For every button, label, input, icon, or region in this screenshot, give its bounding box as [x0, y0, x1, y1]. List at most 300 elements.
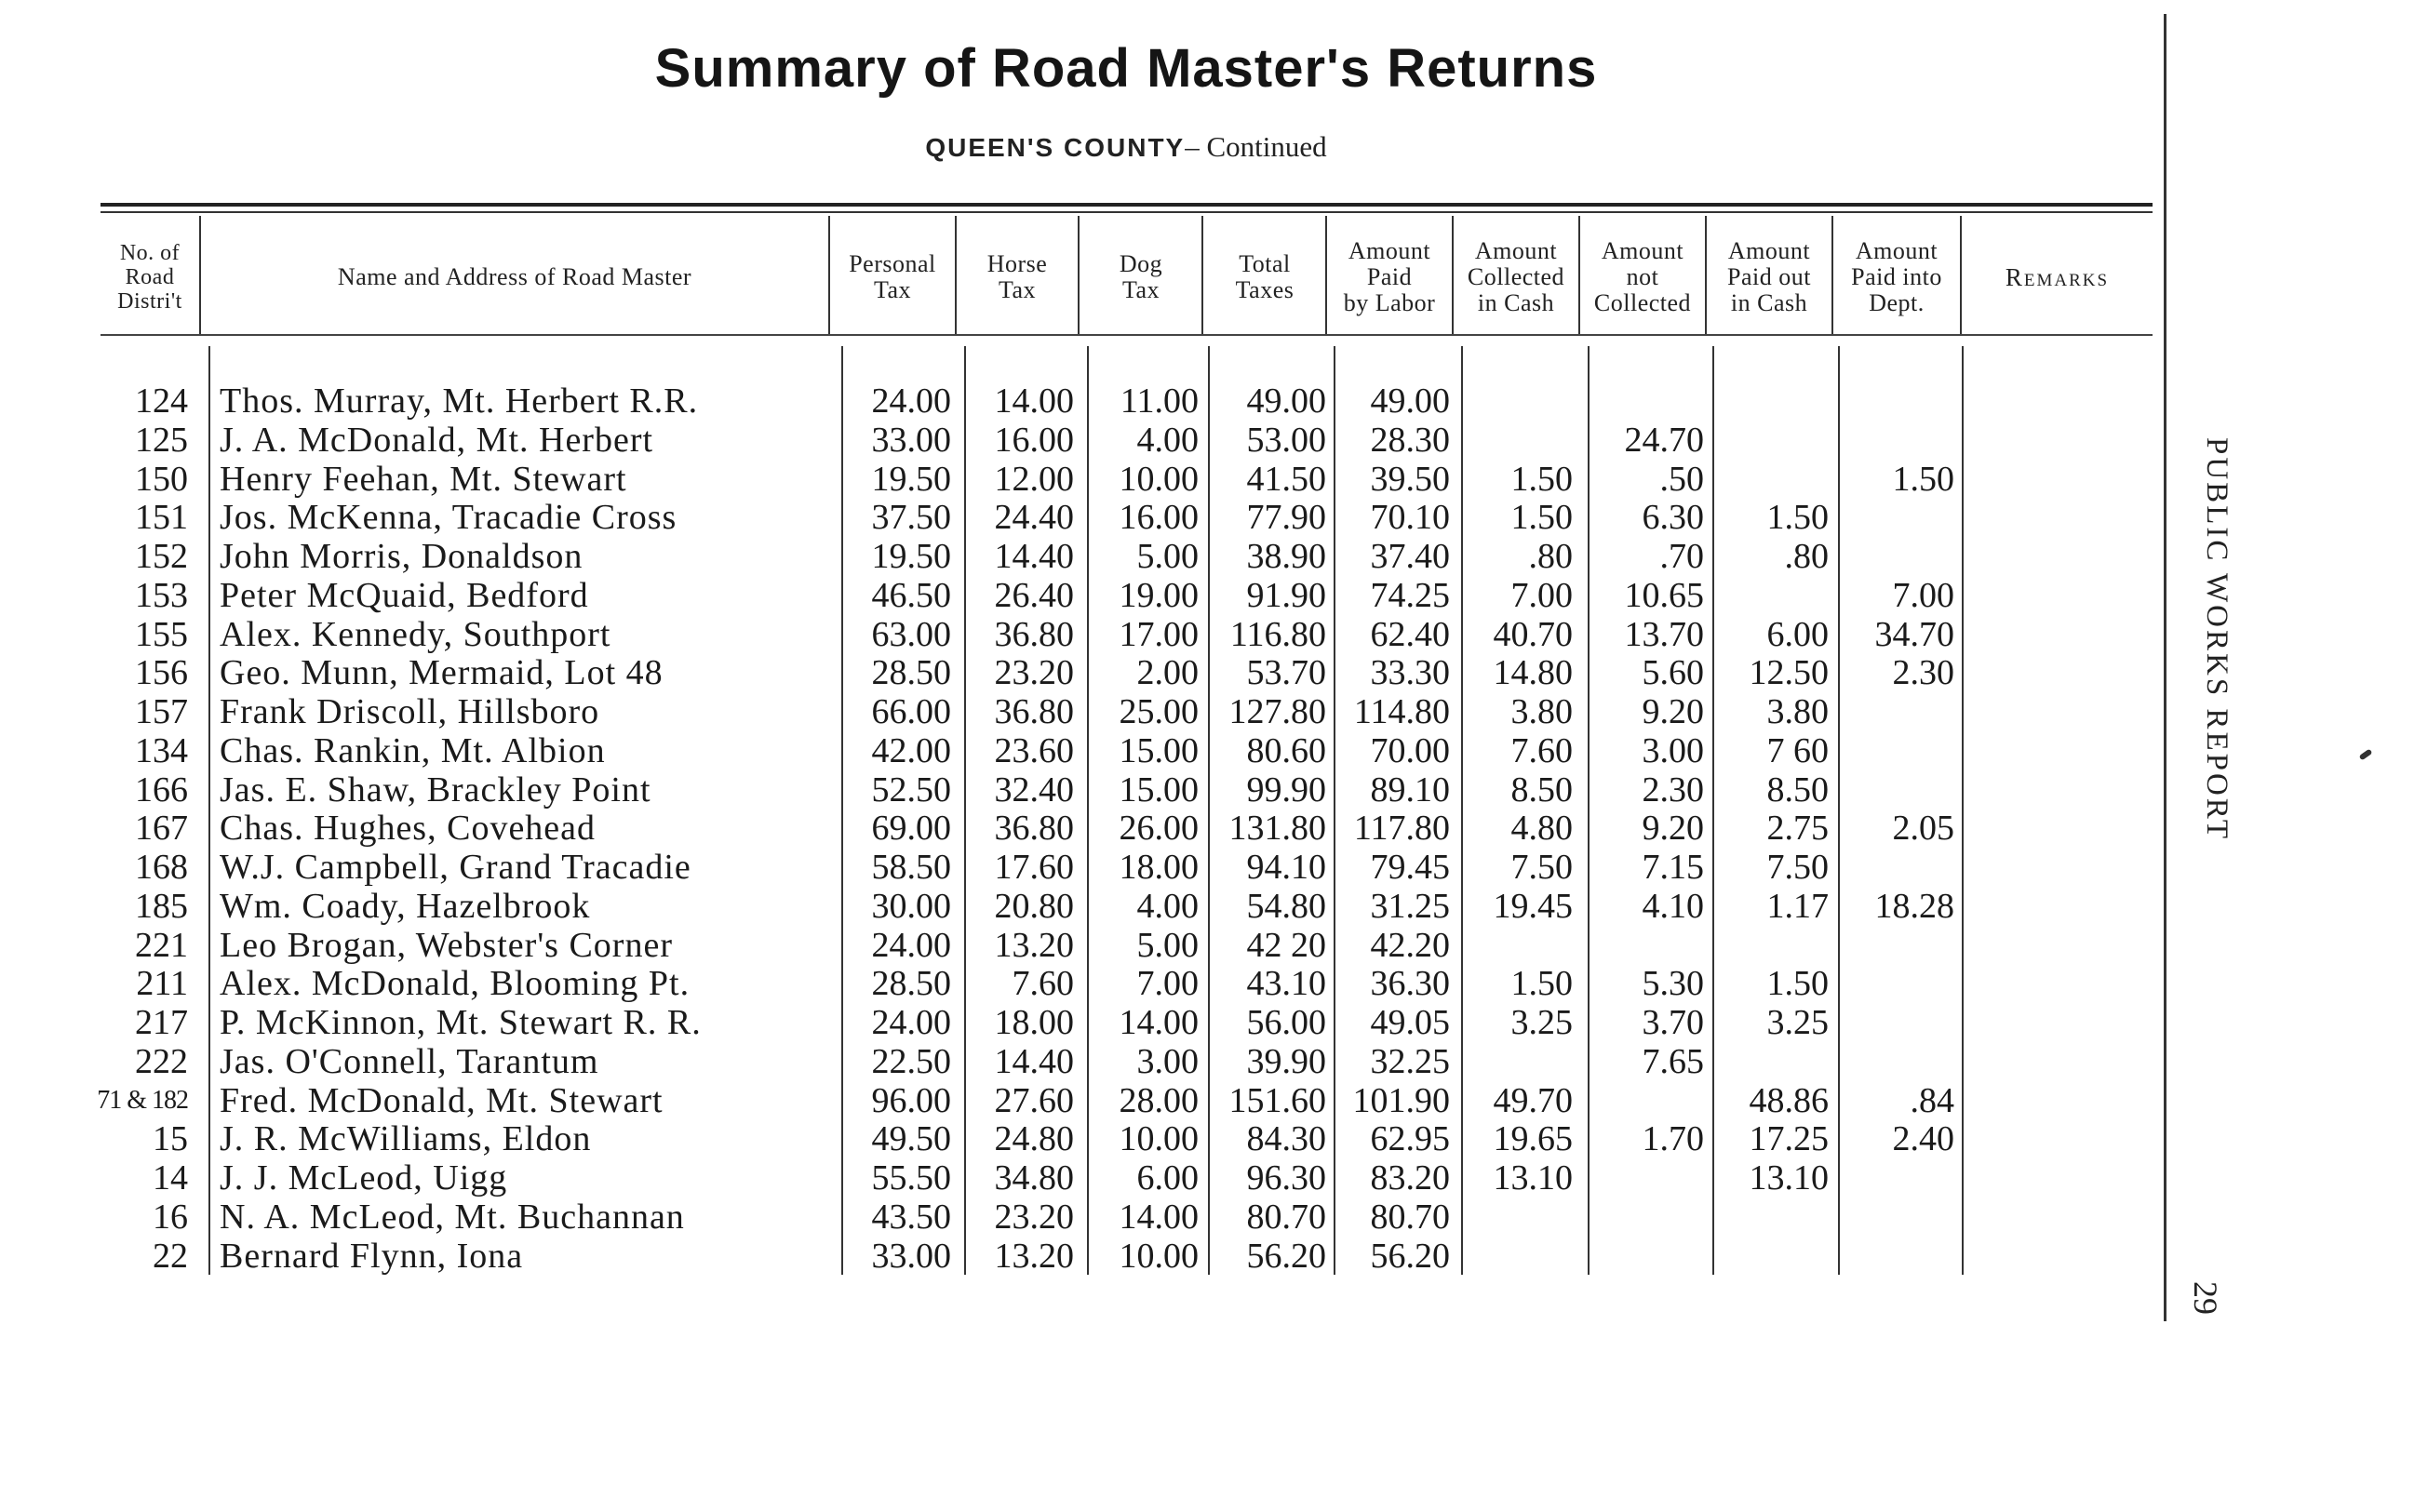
row-dog-tax: 5.00 [1136, 925, 1199, 965]
row-horse-tax: 12.00 [994, 459, 1074, 499]
row-total-taxes: 43.10 [1246, 964, 1326, 1004]
row-district-no: 157 [135, 692, 188, 731]
header-total-taxes: Total Taxes [1235, 249, 1294, 303]
row-personal-tax: 69.00 [871, 809, 951, 849]
row-paid-out-cash: 7.50 [1766, 848, 1829, 887]
row-not-collected: 6.30 [1642, 498, 1704, 538]
row-collected-cash: 1.50 [1510, 964, 1573, 1004]
row-total-taxes: 54.80 [1246, 886, 1326, 926]
row-not-collected: 13.70 [1624, 614, 1704, 654]
row-collected-cash: 49.70 [1493, 1080, 1573, 1120]
row-district-no: 125 [135, 420, 188, 460]
row-paid-out-cash [1712, 1042, 1829, 1081]
row-total-taxes: 116.80 [1229, 614, 1326, 654]
row-name-address: Alex. McDonald, Blooming Pt. [220, 964, 691, 1004]
row-not-collected: 1.70 [1642, 1119, 1704, 1159]
row-paid-by-labor: 32.25 [1370, 1041, 1450, 1081]
row-not-collected: .50 [1659, 459, 1704, 499]
row-total-taxes: 84.30 [1246, 1119, 1326, 1159]
row-horse-tax: 17.60 [994, 848, 1074, 887]
row-personal-tax: 28.50 [871, 653, 951, 693]
row-horse-tax: 24.80 [994, 1119, 1074, 1159]
row-district-no: 156 [135, 653, 188, 693]
row-paid-out-cash: 12.50 [1749, 653, 1829, 693]
row-horse-tax: 23.20 [994, 1197, 1074, 1237]
row-total-taxes: 99.90 [1246, 769, 1326, 810]
row-personal-tax: 58.50 [871, 848, 951, 887]
table-row [0, 809, 2140, 848]
row-name-address: John Morris, Donaldson [220, 537, 584, 576]
row-horse-tax: 20.80 [994, 886, 1074, 926]
row-district-no: 15 [153, 1119, 188, 1159]
row-name-address: Thos. Murray, Mt. Herbert R.R. [220, 381, 699, 421]
row-dog-tax: 10.00 [1119, 1236, 1199, 1276]
row-paid-by-labor: 62.40 [1370, 614, 1450, 654]
table-row [0, 1003, 2140, 1042]
row-paid-into-dept: 2.05 [1892, 809, 1954, 849]
row-total-taxes: 41.50 [1246, 459, 1326, 499]
row-district-no: 71 & 182 [97, 1085, 188, 1115]
row-paid-out-cash [1712, 381, 1829, 421]
row-district-no: 152 [135, 537, 188, 576]
row-paid-out-cash [1712, 1237, 1829, 1276]
row-dog-tax: 26.00 [1119, 809, 1199, 849]
row-horse-tax: 36.80 [994, 692, 1074, 731]
row-dog-tax: 15.00 [1119, 730, 1199, 770]
row-district-no: 155 [135, 614, 188, 654]
row-horse-tax: 16.00 [994, 420, 1074, 460]
table-row [0, 1158, 2140, 1198]
row-paid-by-labor: 89.10 [1370, 769, 1450, 810]
row-name-address: Jas. O'Connell, Tarantum [220, 1041, 599, 1081]
row-name-address: Chas. Rankin, Mt. Albion [220, 730, 606, 770]
row-collected-cash: 40.70 [1493, 614, 1573, 654]
row-horse-tax: 26.40 [994, 575, 1074, 615]
row-district-no: 222 [135, 1041, 188, 1081]
row-not-collected: 3.00 [1642, 730, 1704, 770]
row-name-address: J. A. McDonald, Mt. Herbert [220, 420, 654, 460]
row-collected-cash: 4.80 [1510, 809, 1573, 849]
row-district-no: 124 [135, 381, 188, 421]
row-personal-tax: 66.00 [871, 692, 951, 731]
row-paid-by-labor: 37.40 [1370, 537, 1450, 576]
row-not-collected: 5.60 [1642, 653, 1704, 693]
table-row [0, 1119, 2140, 1158]
row-horse-tax: 18.00 [994, 1003, 1074, 1042]
row-horse-tax: 14.40 [994, 537, 1074, 576]
row-district-no: 153 [135, 575, 188, 615]
row-paid-by-labor: 74.25 [1370, 575, 1450, 615]
row-collected-cash: 1.50 [1510, 459, 1573, 499]
row-dog-tax: 15.00 [1119, 769, 1199, 810]
row-collected-cash: 8.50 [1510, 769, 1573, 810]
row-district-no: 22 [153, 1236, 188, 1276]
row-total-taxes: 49.00 [1246, 381, 1326, 421]
row-district-no: 16 [153, 1197, 188, 1237]
row-paid-into-dept [1838, 1003, 1954, 1042]
row-paid-by-labor: 36.30 [1370, 964, 1450, 1004]
row-paid-into-dept: 7.00 [1892, 575, 1954, 615]
table-row [0, 1081, 2140, 1120]
row-horse-tax: 36.80 [994, 809, 1074, 849]
row-name-address: Jos. McKenna, Tracadie Cross [220, 498, 677, 538]
table-row [0, 421, 2140, 460]
table-row [0, 1198, 2140, 1237]
row-not-collected [1588, 381, 1704, 421]
row-district-no: 211 [136, 964, 188, 1004]
header-paid-into-dept: Amount Paid into Dept. [1851, 236, 1942, 316]
row-name-address: Henry Feehan, Mt. Stewart [220, 459, 627, 499]
row-paid-by-labor: 49.00 [1370, 381, 1450, 421]
row-personal-tax: 28.50 [871, 964, 951, 1004]
row-paid-out-cash [1712, 1198, 1829, 1237]
row-collected-cash: 19.65 [1493, 1119, 1573, 1159]
row-not-collected: 5.30 [1642, 964, 1704, 1004]
row-name-address: Fred. McDonald, Mt. Stewart [220, 1080, 664, 1120]
header-personal-tax: Personal Tax [849, 249, 936, 303]
row-personal-tax: 46.50 [871, 575, 951, 615]
row-dog-tax: 4.00 [1136, 420, 1199, 460]
row-paid-out-cash [1712, 421, 1829, 460]
row-paid-out-cash [1712, 460, 1829, 499]
row-not-collected [1588, 926, 1704, 965]
row-not-collected: 10.65 [1624, 575, 1704, 615]
row-paid-into-dept [1838, 1042, 1954, 1081]
row-total-taxes: 127.80 [1228, 692, 1326, 731]
row-district-no: 14 [153, 1158, 188, 1198]
row-horse-tax: 7.60 [1012, 964, 1074, 1004]
row-not-collected: 7.65 [1642, 1041, 1704, 1081]
table-row [0, 964, 2140, 1003]
header-collected-cash: Amount Collected in Cash [1467, 236, 1565, 316]
header-paid-out-cash: Amount Paid out in Cash [1727, 236, 1811, 316]
row-paid-out-cash [1712, 576, 1829, 615]
row-name-address: Alex. Kennedy, Southport [220, 614, 611, 654]
row-total-taxes: 91.90 [1246, 575, 1326, 615]
row-district-no: 168 [135, 848, 188, 887]
row-name-address: Wm. Coady, Hazelbrook [220, 886, 591, 926]
row-not-collected [1588, 1198, 1704, 1237]
row-paid-out-cash: 1.50 [1766, 964, 1829, 1004]
row-personal-tax: 22.50 [871, 1041, 951, 1081]
row-name-address: Bernard Flynn, Iona [220, 1236, 524, 1276]
row-paid-by-labor: 114.80 [1353, 692, 1450, 731]
row-total-taxes: 38.90 [1246, 537, 1326, 576]
row-not-collected: 9.20 [1642, 692, 1704, 731]
row-paid-out-cash: 13.10 [1749, 1158, 1829, 1198]
row-name-address: Leo Brogan, Webster's Corner [220, 925, 673, 965]
header-divider [1705, 216, 1707, 334]
row-total-taxes: 131.80 [1228, 809, 1326, 849]
row-collected-cash: 14.80 [1493, 653, 1573, 693]
row-district-no: 134 [135, 730, 188, 770]
row-paid-by-labor: 70.00 [1370, 730, 1450, 770]
row-personal-tax: 30.00 [871, 886, 951, 926]
row-horse-tax: 13.20 [994, 1236, 1074, 1276]
margin-rule [2164, 14, 2166, 1321]
table-row [0, 692, 2140, 731]
row-total-taxes: 53.00 [1246, 420, 1326, 460]
row-personal-tax: 24.00 [871, 1003, 951, 1042]
row-paid-by-labor: 101.90 [1352, 1080, 1450, 1120]
header-divider [199, 216, 201, 334]
header-paid-by-labor: Amount Paid by Labor [1343, 236, 1436, 316]
row-total-taxes: 56.20 [1246, 1236, 1326, 1276]
table-row [0, 537, 2140, 576]
row-paid-into-dept [1838, 848, 1954, 887]
table-row [0, 1237, 2140, 1276]
header-divider [1325, 216, 1327, 334]
row-personal-tax: 63.00 [871, 614, 951, 654]
row-collected-cash [1456, 421, 1573, 460]
row-dog-tax: 11.00 [1120, 381, 1199, 421]
table-row [0, 731, 2140, 770]
table-row [0, 848, 2140, 887]
header-horse-tax: Horse Tax [986, 249, 1048, 303]
row-name-address: Geo. Munn, Mermaid, Lot 48 [220, 653, 664, 693]
header-divider [1452, 216, 1454, 334]
row-paid-by-labor: 79.45 [1370, 848, 1450, 887]
row-collected-cash: 3.80 [1510, 692, 1573, 731]
row-personal-tax: 37.50 [871, 498, 951, 538]
row-paid-by-labor: 42.20 [1370, 925, 1450, 965]
row-collected-cash: .80 [1528, 537, 1573, 576]
row-total-taxes: 56.00 [1246, 1003, 1326, 1042]
row-paid-out-cash: 1.17 [1766, 886, 1829, 926]
page-number: 29 [2187, 1281, 2224, 1315]
row-horse-tax: 23.60 [994, 730, 1074, 770]
row-personal-tax: 24.00 [871, 381, 951, 421]
row-district-no: 217 [135, 1003, 188, 1042]
row-collected-cash: 7.50 [1510, 848, 1573, 887]
row-personal-tax: 49.50 [871, 1119, 951, 1159]
row-dog-tax: 10.00 [1119, 459, 1199, 499]
row-paid-into-dept [1838, 964, 1954, 1003]
row-horse-tax: 23.20 [994, 653, 1074, 693]
ink-mark [2359, 749, 2373, 761]
row-paid-out-cash: 3.25 [1766, 1003, 1829, 1042]
table-row [0, 653, 2140, 692]
row-total-taxes: 42 20 [1246, 925, 1326, 965]
row-name-address: J. J. McLeod, Uigg [220, 1158, 508, 1198]
row-name-address: Frank Driscoll, Hillsboro [220, 692, 600, 731]
row-dog-tax: 14.00 [1119, 1003, 1199, 1042]
row-personal-tax: 19.50 [871, 459, 951, 499]
row-dog-tax: 4.00 [1136, 886, 1199, 926]
row-collected-cash: 19.45 [1493, 886, 1573, 926]
row-dog-tax: 18.00 [1119, 848, 1199, 887]
row-paid-out-cash: .80 [1784, 537, 1829, 576]
row-paid-out-cash: 3.80 [1766, 692, 1829, 731]
row-collected-cash: 7.00 [1510, 575, 1573, 615]
row-collected-cash: 7.60 [1510, 730, 1573, 770]
row-horse-tax: 14.00 [994, 381, 1074, 421]
row-collected-cash: 3.25 [1510, 1003, 1573, 1042]
row-paid-into-dept [1838, 731, 1954, 770]
row-total-taxes: 53.70 [1246, 653, 1326, 693]
row-horse-tax: 32.40 [994, 769, 1074, 810]
running-head: PUBLIC WORKS REPORT [2200, 437, 2233, 841]
row-district-no: 151 [135, 498, 188, 538]
row-dog-tax: 28.00 [1119, 1080, 1199, 1120]
row-paid-into-dept [1838, 692, 1954, 731]
row-total-taxes: 39.90 [1246, 1041, 1326, 1081]
page-title: Summary of Road Master's Returns [654, 38, 1598, 99]
row-not-collected: .70 [1659, 537, 1704, 576]
table-row [0, 615, 2140, 654]
table-row [0, 498, 2140, 537]
row-not-collected [1588, 1081, 1704, 1120]
row-paid-into-dept: 1.50 [1892, 459, 1954, 499]
page-subtitle [0, 130, 2252, 164]
row-dog-tax: 19.00 [1119, 575, 1199, 615]
header-dog-tax: Dog Tax [1119, 249, 1163, 303]
row-paid-by-labor: 62.95 [1370, 1119, 1450, 1159]
row-district-no: 166 [135, 769, 188, 810]
row-paid-out-cash: 8.50 [1766, 769, 1829, 810]
row-paid-out-cash: 7 60 [1766, 730, 1829, 770]
row-not-collected [1588, 1237, 1704, 1276]
row-not-collected: 4.10 [1642, 886, 1704, 926]
row-name-address: W.J. Campbell, Grand Tracadie [220, 848, 691, 887]
table-row [0, 1042, 2140, 1081]
row-not-collected: 3.70 [1642, 1003, 1704, 1042]
table-row [0, 887, 2140, 926]
header-divider [1831, 216, 1833, 334]
row-not-collected [1588, 1158, 1704, 1198]
row-not-collected: 7.15 [1642, 848, 1704, 887]
header-divider [1578, 216, 1580, 334]
row-district-no: 150 [135, 459, 188, 499]
row-paid-into-dept [1838, 498, 1954, 537]
row-district-no: 221 [135, 925, 188, 965]
row-horse-tax: 27.60 [994, 1080, 1074, 1120]
row-personal-tax: 52.50 [871, 769, 951, 810]
row-paid-out-cash [1712, 926, 1829, 965]
row-collected-cash [1456, 1198, 1573, 1237]
row-collected-cash: 13.10 [1493, 1158, 1573, 1198]
row-horse-tax: 13.20 [994, 925, 1074, 965]
row-total-taxes: 151.60 [1228, 1080, 1326, 1120]
row-paid-out-cash: 6.00 [1766, 614, 1829, 654]
row-paid-out-cash: 1.50 [1766, 498, 1829, 538]
row-personal-tax: 42.00 [871, 730, 951, 770]
header-divider [955, 216, 957, 334]
row-total-taxes: 77.90 [1246, 498, 1326, 538]
row-paid-into-dept: 18.28 [1874, 886, 1954, 926]
row-horse-tax: 14.40 [994, 1041, 1074, 1081]
row-paid-into-dept: 2.30 [1892, 653, 1954, 693]
header-divider [1078, 216, 1080, 334]
row-personal-tax: 33.00 [871, 1236, 951, 1276]
table-row [0, 381, 2140, 421]
row-name-address: Jas. E. Shaw, Brackley Point [220, 769, 651, 810]
row-collected-cash [1456, 1042, 1573, 1081]
header-name-address: Name and Address of Road Master [337, 262, 692, 290]
row-not-collected: 9.20 [1642, 809, 1704, 849]
row-collected-cash [1456, 1237, 1573, 1276]
row-dog-tax: 2.00 [1136, 653, 1199, 693]
row-paid-by-labor: 80.70 [1370, 1197, 1450, 1237]
row-dog-tax: 3.00 [1136, 1041, 1199, 1081]
row-personal-tax: 96.00 [871, 1080, 951, 1120]
row-dog-tax: 7.00 [1136, 964, 1199, 1004]
row-paid-out-cash: 48.86 [1749, 1080, 1829, 1120]
row-name-address: J. R. McWilliams, Eldon [220, 1119, 592, 1159]
row-collected-cash: 1.50 [1510, 498, 1573, 538]
row-name-address: N. A. McLeod, Mt. Buchannan [220, 1197, 685, 1237]
row-personal-tax: 24.00 [871, 925, 951, 965]
row-paid-out-cash: 17.25 [1749, 1119, 1829, 1159]
row-dog-tax: 6.00 [1136, 1158, 1199, 1198]
row-total-taxes: 94.10 [1246, 848, 1326, 887]
row-dog-tax: 16.00 [1119, 498, 1199, 538]
row-personal-tax: 43.50 [871, 1197, 951, 1237]
row-collected-cash [1456, 926, 1573, 965]
county-name: QUEEN'S COUNTY [925, 133, 1186, 162]
row-paid-into-dept: 34.70 [1874, 614, 1954, 654]
table-row [0, 926, 2140, 965]
table-row [0, 576, 2140, 615]
row-dog-tax: 10.00 [1119, 1119, 1199, 1159]
row-personal-tax: 55.50 [871, 1158, 951, 1198]
row-paid-into-dept [1838, 421, 1954, 460]
row-dog-tax: 5.00 [1136, 537, 1199, 576]
row-horse-tax: 36.80 [994, 614, 1074, 654]
row-dog-tax: 14.00 [1119, 1197, 1199, 1237]
row-dog-tax: 25.00 [1119, 692, 1199, 731]
row-paid-into-dept: .84 [1910, 1080, 1954, 1120]
row-district-no: 167 [135, 809, 188, 849]
header-remarks: Remarks [2005, 262, 2110, 291]
header-divider [1960, 216, 1962, 334]
row-personal-tax: 33.00 [871, 420, 951, 460]
row-name-address: Chas. Hughes, Covehead [220, 809, 597, 849]
row-paid-by-labor: 31.25 [1370, 886, 1450, 926]
row-paid-by-labor: 28.30 [1370, 420, 1450, 460]
header-divider [1201, 216, 1203, 334]
row-paid-by-labor: 39.50 [1370, 459, 1450, 499]
row-paid-into-dept [1838, 1198, 1954, 1237]
header-divider [828, 216, 830, 334]
row-paid-by-labor: 83.20 [1370, 1158, 1450, 1198]
row-personal-tax: 19.50 [871, 537, 951, 576]
row-paid-into-dept [1838, 381, 1954, 421]
row-paid-by-labor: 117.80 [1353, 809, 1450, 849]
row-paid-into-dept [1838, 537, 1954, 576]
row-paid-into-dept [1838, 770, 1954, 810]
row-paid-by-labor: 70.10 [1370, 498, 1450, 538]
row-total-taxes: 96.30 [1246, 1158, 1326, 1198]
header-district-no: No. of Road Distri't [117, 240, 182, 314]
continued-label: – Continued [1185, 130, 1327, 163]
table-row [0, 770, 2140, 810]
header-not-collected: Amount not Collected [1593, 236, 1692, 316]
row-paid-into-dept [1838, 1237, 1954, 1276]
row-horse-tax: 24.40 [994, 498, 1074, 538]
row-dog-tax: 17.00 [1119, 614, 1199, 654]
row-paid-into-dept [1838, 926, 1954, 965]
row-paid-by-labor: 56.20 [1370, 1236, 1450, 1276]
row-paid-out-cash: 2.75 [1766, 809, 1829, 849]
row-horse-tax: 34.80 [994, 1158, 1074, 1198]
row-district-no: 185 [135, 886, 188, 926]
table-row [0, 460, 2140, 499]
row-paid-into-dept: 2.40 [1892, 1119, 1954, 1159]
row-collected-cash [1456, 381, 1573, 421]
row-paid-by-labor: 49.05 [1370, 1003, 1450, 1042]
row-not-collected: 2.30 [1642, 769, 1704, 810]
